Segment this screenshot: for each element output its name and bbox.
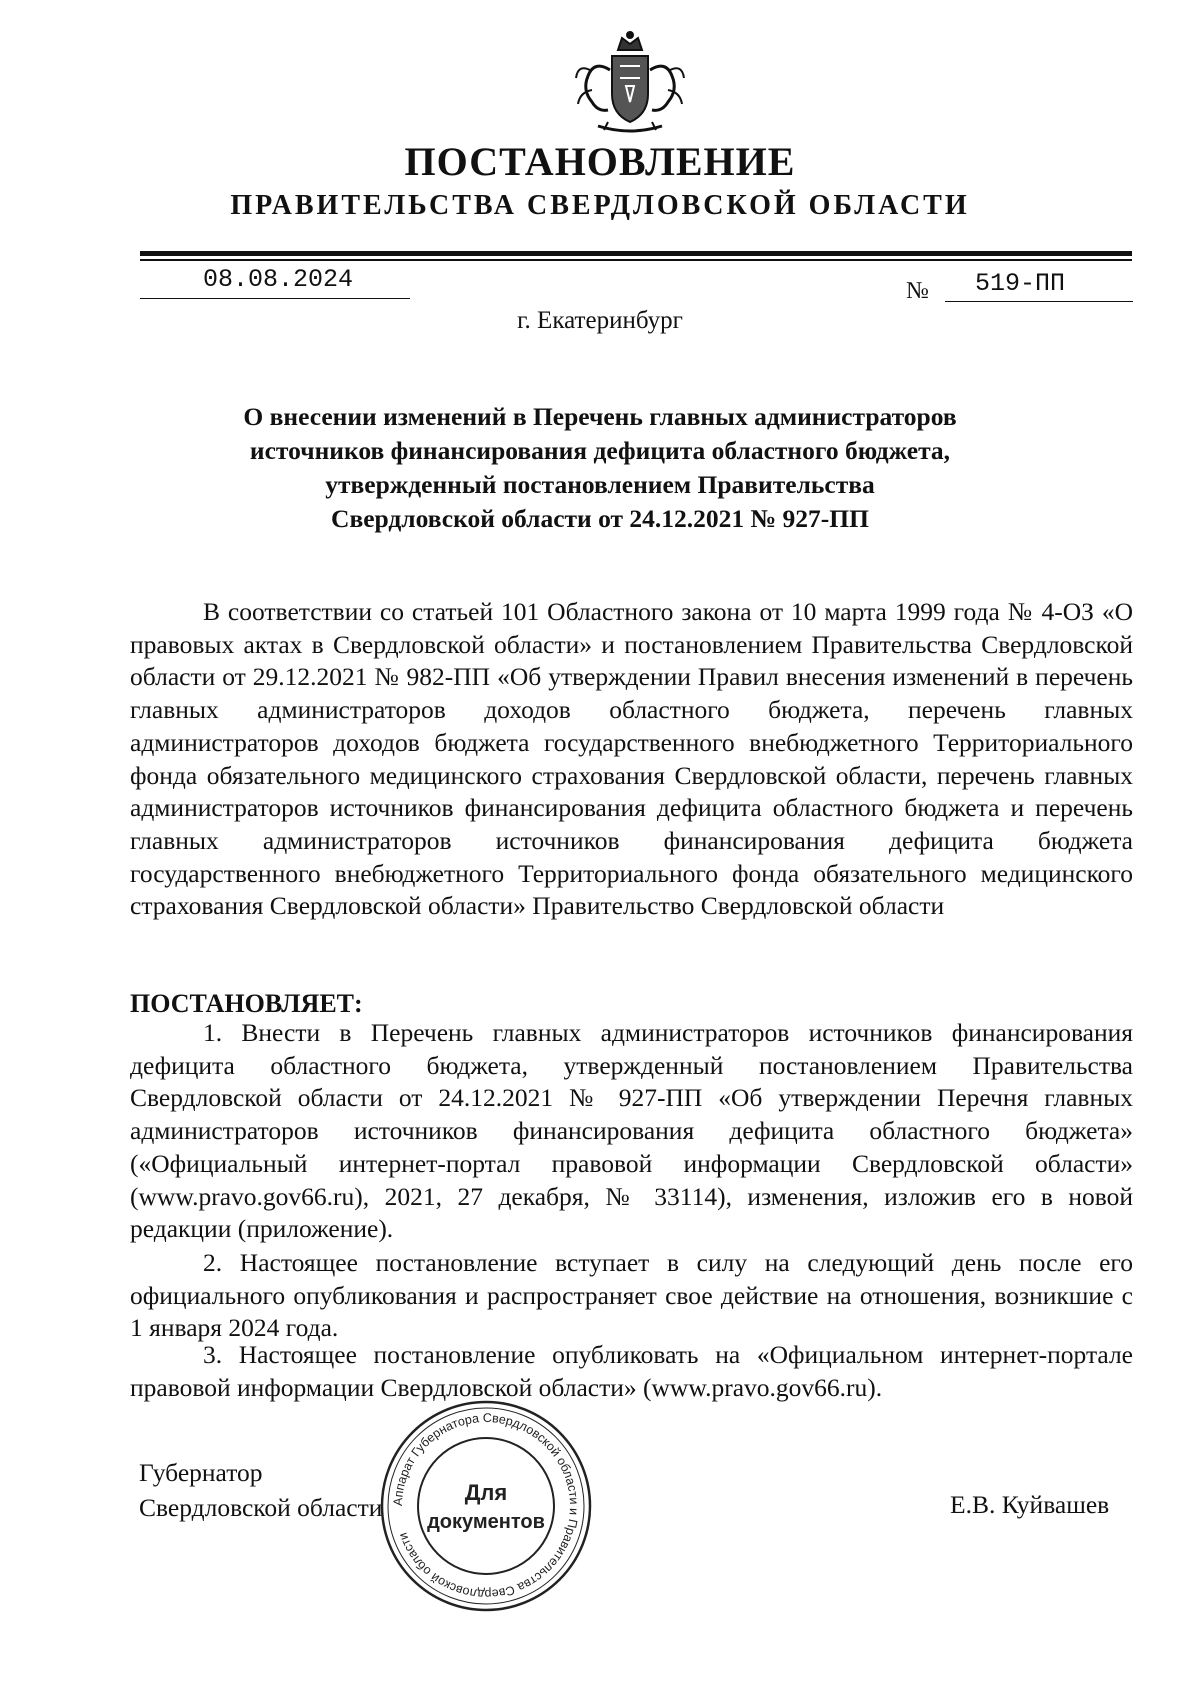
title-line: источников финансирования дефицита областного бюджета, xyxy=(249,436,951,465)
clause-2: 2. Настоящее постановление вступает в силу на следующий день после его официального опубликования и распространяет свое действие на отношения, возникшие с 1 января 2024 года. xyxy=(130,1248,1133,1343)
title-line: О внесении изменений в Перечень главных администраторов xyxy=(243,402,957,431)
document-type-heading: ПОСТАНОВЛЕНИЕ xyxy=(404,139,796,184)
decides-heading: ПОСТАНОВЛЯЕТ: xyxy=(130,989,363,1018)
clause-1: 1. Внести в Перечень главных администраторов источников финансирования дефицита областного бюджета, утвержденный постановлением Правительства Свердловской области от 24.12.2021 № 927-ПП «Об утверждении Перечня главных администраторов источников финансирования дефицита областного бюджета» («Официальный интернет-портал правовой информации Свердловской области» (www.pravo.gov66.ru), 2021, 27 декабря, № 33114), изменения, изложив его в новой редакции (приложение). xyxy=(130,1018,1133,1244)
official-seal-stamp xyxy=(378,1398,594,1614)
preamble-paragraph: В соответствии со статьей 101 Областного закона от 10 марта 1999 года № 4-ОЗ «О правовых актах в Свердловской области» и постановлением Правительства Свердловской области от 29.12.2021 № 982-ПП «Об утверждении Правил внесения изменений в перечень главных администраторов доходов областного бюджета, перечень главных администраторов доходов бюджета государственного внебюджетного Территориального фонда обязательного медицинского страхования Свердловской области, перечень главных администраторов источников финансирования дефицита областного бюджета и перечень главных администраторов источников финансирования дефицита бюджета государственного внебюджетного Территориального фонда обязательного медицинского страхования Свердловской области» Правительство Свердловской области xyxy=(130,597,1133,921)
header-rule-thick xyxy=(140,251,1132,256)
seal-center-line: Для xyxy=(464,1480,508,1505)
clause-3: 3. Настоящее постановление опубликовать на «Официальном интернет-портале правовой информации Свердловской области» (www.pravo.gov66.ru). xyxy=(130,1340,1133,1402)
svg-text:Аппарат Губернатора Свердловск: Аппарат Губернатора Свердловской области и Правительства Свердловской области xyxy=(390,1410,582,1602)
signatory-position-line: Губернатор xyxy=(139,1458,263,1487)
number-underline xyxy=(945,301,1133,302)
signatory-position-line: Свердловской области xyxy=(139,1493,383,1522)
title-line: утвержденный постановлением Правительства xyxy=(325,470,875,499)
city-line: г. Екатеринбург xyxy=(517,307,683,334)
coat-of-arms-emblem xyxy=(568,30,692,138)
signatory-name: Е.В. Куйвашев xyxy=(950,1490,1110,1519)
document-date: 08.08.2024 xyxy=(203,265,354,294)
seal-center-line: документов xyxy=(427,1511,545,1533)
signatory-position xyxy=(139,1455,382,1525)
issuer-heading: ПРАВИТЕЛЬСТВА СВЕРДЛОВСКОЙ ОБЛАСТИ xyxy=(230,190,970,221)
header-rule-thin xyxy=(140,259,1132,261)
number-sign: № xyxy=(906,278,929,304)
document-title xyxy=(200,400,1000,536)
title-line: Свердловской области от 24.12.2021 № 927-ПП xyxy=(331,504,869,533)
document-number: 519-ПП xyxy=(975,269,1066,298)
date-underline xyxy=(140,298,410,299)
